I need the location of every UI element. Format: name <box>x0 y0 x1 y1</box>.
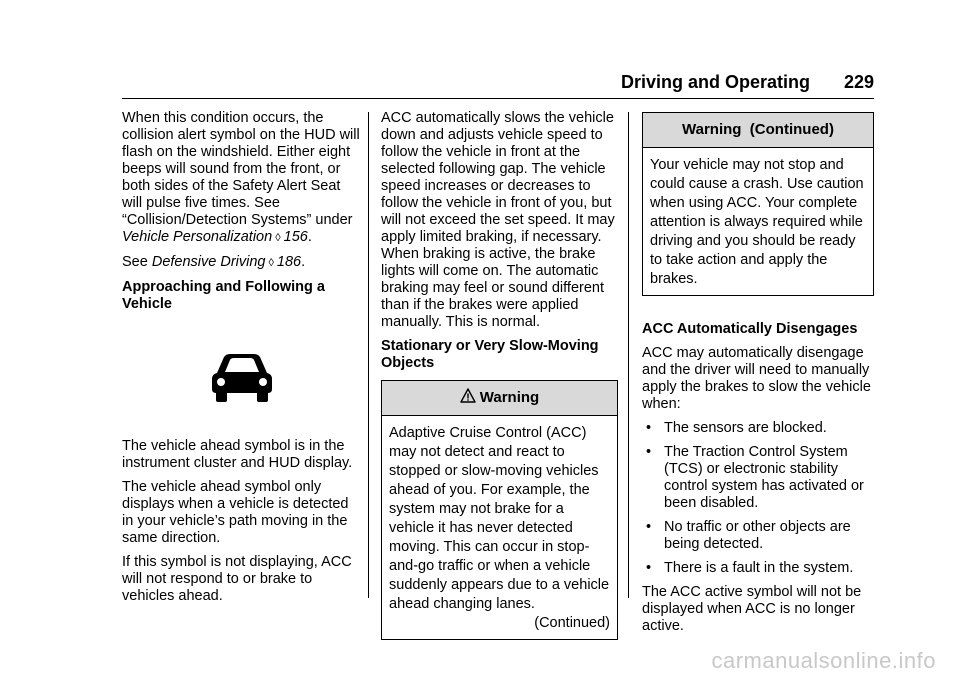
page-reference[interactable]: 156 <box>283 229 308 245</box>
section-heading: Approaching and Following a Vehicle <box>122 279 325 312</box>
warning-icon <box>460 383 476 417</box>
page-reference[interactable]: 186 <box>276 254 302 270</box>
vehicle-ahead-icon <box>122 353 362 408</box>
paragraph: The vehicle ahead symbol is in the instrument cluster and HUD display. <box>122 438 353 471</box>
paragraph: ACC automatically slows the vehicle down and adjusts vehicle speed to follow the vehicle in front at the selected following gap. The vehicle speed increases or decreases to follow the vehicle in front of you, but will not exceed the set speed. It may apply limited braking, if necessary. When braking is active, the brake lights will come on. The automatic braking may feel or sound different than if the brakes were applied manually. This is normal. <box>381 110 615 330</box>
warning-header: Warning (Continued) <box>643 113 873 148</box>
warning-box-continued <box>642 112 874 296</box>
list-item: • The sensors are blocked. <box>646 420 827 436</box>
paragraph: ACC may automatically disengage and the driver will need to manually apply the brakes to slow the vehicle when: <box>642 345 871 412</box>
page-ref-icon: ◊ <box>268 257 274 269</box>
page-header <box>122 72 874 92</box>
continued-label: (Continued) <box>534 615 610 631</box>
warning-header <box>382 381 617 416</box>
header-rule <box>122 98 874 99</box>
paragraph: The vehicle ahead symbol only displays when a vehicle is detected in your vehicle’s path moving in the same direction. <box>122 479 349 546</box>
column-1 <box>122 110 362 612</box>
cross-reference-link[interactable]: Vehicle Personalization <box>122 229 273 245</box>
paragraph: If this symbol is not displaying, ACC will not respond to or brake to vehicles ahead. <box>122 554 352 604</box>
bullet-list <box>642 420 874 577</box>
list-item: • No traffic or other objects are being detected. <box>646 519 851 552</box>
page-number: 229 <box>843 72 874 92</box>
section-heading: ACC Automatically Disengages <box>642 321 858 337</box>
warning-body: Your vehicle may not stop and could cause a crash. Use caution when using ACC. Your complete attention is always required while driving and you should be ready to take action and apply the brakes. <box>650 157 864 287</box>
section-heading: Stationary or Very Slow-Moving Objects <box>381 338 599 371</box>
column-2 <box>381 110 618 640</box>
section-title: Driving and Operating <box>620 72 810 92</box>
paragraph: When this condition occurs, the collision alert symbol on the HUD will flash on the windshield. Either eight beeps will sound from the front, or both sides of the Safety Alert Seat will pulse five times. See “Collision/Detection Systems” under Vehicle Personalization ◊ 156. <box>122 110 360 245</box>
warning-title: Warning <box>479 389 540 406</box>
list-item: • There is a fault in the system. <box>646 560 854 576</box>
column-divider <box>628 112 629 598</box>
list-item: • The Traction Control System (TCS) or electronic stability control system has activated or been disabled. <box>646 444 864 511</box>
cross-reference-link[interactable]: Defensive Driving <box>151 254 266 270</box>
column-divider <box>368 112 369 598</box>
paragraph: See Defensive Driving ◊ 186. <box>122 254 306 270</box>
watermark: carmanualsonline.info <box>711 648 936 673</box>
page-ref-icon: ◊ <box>275 232 281 244</box>
paragraph: The ACC active symbol will not be displayed when ACC is no longer active. <box>642 584 862 634</box>
warning-box <box>381 380 618 640</box>
column-3 <box>642 110 874 642</box>
warning-body: Adaptive Cruise Control (ACC) may not detect and react to stopped or slow-moving vehicles ahead of you. For example, the system may not brake for a vehicle it has never detected moving. This can occur in stop-and-go traffic or when a vehicle suddenly appears due to a vehicle ahead changing lanes. (Continued) <box>389 425 610 631</box>
